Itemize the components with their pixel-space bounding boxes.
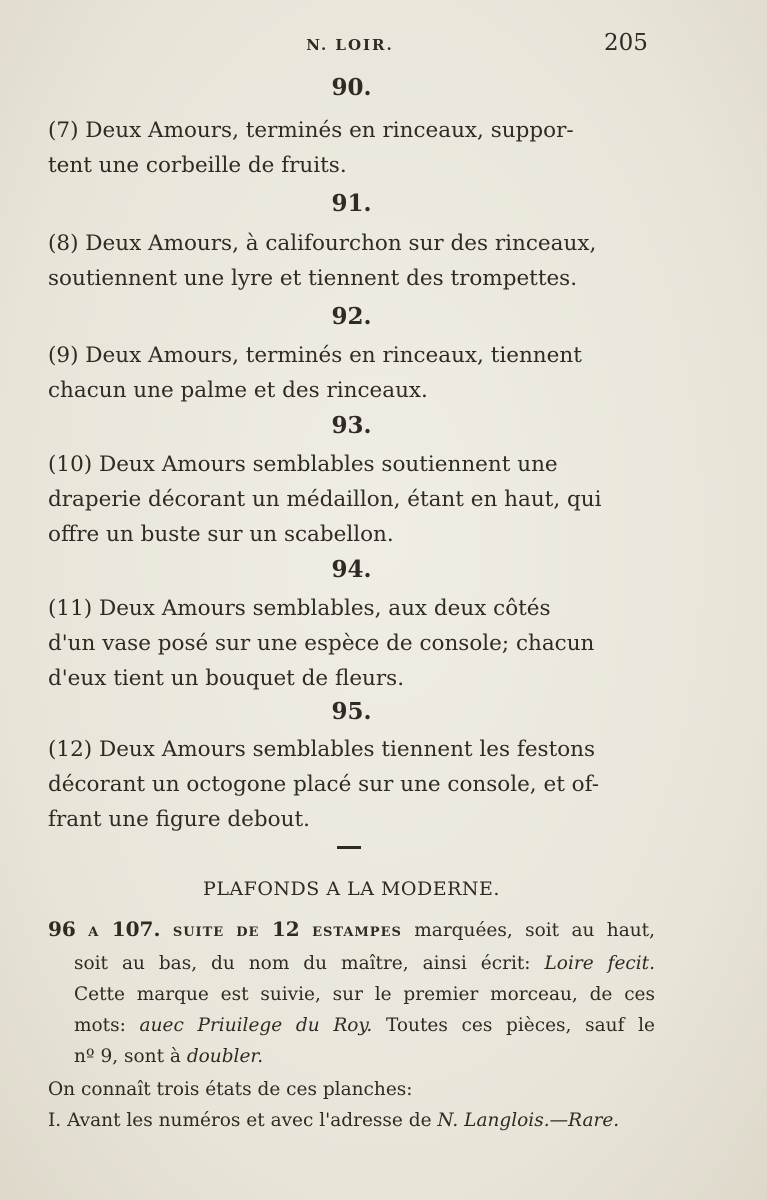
state-1: I. Avant les numéros et avec l'adresse de N. Langlois.—Rare. [48,1110,620,1131]
entry-text [48,226,658,296]
text-line: (10) Deux Amours semblables soutiennent une [48,452,558,477]
text-line: frant une figure debout. [48,807,310,832]
text-line: mots: auec Priuilege du Roy. Toutes ces pièces, sauf le [74,1015,655,1036]
text-line: offre un buste sur un scabellon. [48,522,394,547]
entry-text [48,113,658,183]
text-line: (7) Deux Amours, terminés en rinceaux, suppor- [48,118,574,143]
text-line: Cette marque est suivie, sur le premier morceau, de ces [74,984,655,1005]
text-line: chacun une palme et des rinceaux. [48,378,428,403]
entry-number: 94. [331,556,372,583]
text-line: tent une corbeille de fruits. [48,153,347,178]
text-line: soit au bas, du nom du maître, ainsi écrit: Loire fecit. [74,953,655,974]
section-title: PLAFONDS A LA MODERNE. [203,878,500,900]
entry-number: 91. [331,190,372,217]
text-line: (9) Deux Amours, terminés en rinceaux, tiennent [48,343,582,368]
text-line: (11) Deux Amours semblables, aux deux côtés [48,596,551,621]
text-line: nº 9, sont à doubler. [74,1046,264,1067]
text-line: décorant un octogone placé sur une console, et of- [48,772,600,797]
text-line: 96 A 107. SUITE DE 12 ESTAMPES marquées, soit au haut, [48,917,655,941]
page-number: 205 [604,30,648,56]
text-line: d'eux tient un bouquet de fleurs. [48,666,405,691]
states-intro: On connaît trois états de ces planches: [48,1079,413,1100]
text-line: d'un vase posé sur une espèce de console; chacun [48,631,595,656]
running-title: N. LOIR. [306,36,394,54]
text-line: soutiennent une lyre et tiennent des trompettes. [48,266,578,291]
entry-number: 93. [331,412,372,439]
text-line: draperie décorant un médaillon, étant en haut, qui [48,487,602,512]
entry-number: 92. [331,303,372,330]
entry-text [48,447,658,552]
entry-text [48,591,658,696]
entry-text [48,732,658,837]
section-separator [337,846,361,849]
entry-number: 95. [331,698,372,725]
entry-number: 90. [331,74,372,101]
text-line: (8) Deux Amours, à califourchon sur des rinceaux, [48,231,597,256]
entry-text [48,338,658,408]
text-line: (12) Deux Amours semblables tiennent les festons [48,737,596,762]
entry-96-107 [48,914,655,1072]
